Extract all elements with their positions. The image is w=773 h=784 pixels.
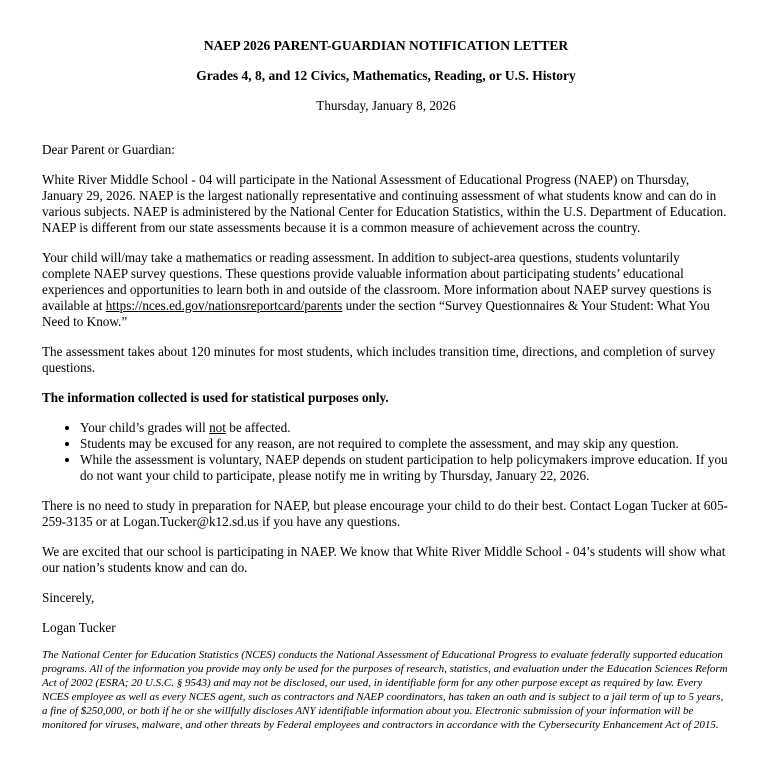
paragraph-excited: We are excited that our school is participating in NAEP. We know that White River Middle School - 04’s students will show what our nation’s students know and can do. bbox=[42, 544, 726, 575]
list-item bbox=[80, 420, 730, 436]
assurance-list bbox=[42, 420, 730, 484]
salutation: Dear Parent or Guardian: bbox=[42, 142, 175, 157]
signer-name: Logan Tucker bbox=[42, 620, 116, 635]
list-item: • While the assessment is voluntary, NAEP depends on student participation to help policymakers improve education. If you do not want your child to participate, please notify me in writing by Thursday, January 22, 2026. bbox=[80, 452, 730, 484]
letter-date: Thursday, January 8, 2026 bbox=[316, 98, 456, 113]
paragraph-duration: The assessment takes about 120 minutes for most students, which includes transition time, directions, and completion of survey questions. bbox=[42, 344, 716, 375]
letter-subtitle: Grades 4, 8, and 12 Civics, Mathematics, Reading, or U.S. History bbox=[196, 68, 576, 83]
paragraph-survey-text-b: under the section “Survey Questionnaires & Your Student: What You Need to Know.” bbox=[42, 298, 710, 329]
list-item-text-b: be affected. bbox=[225, 420, 291, 435]
nces-privacy-notice: The National Center for Education Statistics (NCES) conducts the National Assessment of Educational Progress to evaluate federally supported education programs. All of the information you provide may only be used for the purposes of research, statistics, and evaluation under the Education Sciences Reform Act of 2002 (ESRA; 20 U.S.C. § 9543) and may not be disclosed, our used, in identifiable form for any other purpose except as required by law. Every NCES employee as well as every NCES agent, such as contractors and NAEP coordinators, has taken an oath and is subject to a jail term of up to 5 years, a fine of $250,000, or both if he or she willfully discloses ANY identifiable information about you. Electronic submission of your information will be monitored for viruses, malware, and other threats by Federal employees and contractors in accordance with the Cybersecurity Enhancement Act of 2015. bbox=[42, 649, 728, 731]
parents-info-link[interactable]: https://nces.ed.gov/nationsreportcard/parents bbox=[105, 298, 343, 313]
paragraph-participation: White River Middle School - 04 will participate in the National Assessment of Educational Progress (NAEP) on Thursday, January 29, 2026. NAEP is the largest nationally representative and continuing assessment of what students know and can do in various subjects. NAEP is administered by the National Center for Education Statistics, within the U.S. Department of Education. NAEP is different from our state assessments because it is a common measure of achievement across the country. bbox=[42, 172, 727, 235]
closing: Sincerely, bbox=[42, 590, 95, 605]
list-item-text-a: Your child’s grades will bbox=[80, 420, 210, 435]
list-item: • Students may be excused for any reason, are not required to complete the assessment, and may skip any question. bbox=[80, 436, 730, 452]
statistical-purpose-statement: The information collected is used for statistical purposes only. bbox=[42, 390, 389, 405]
paragraph-survey-text-a: Your child will/may take a mathematics or reading assessment. In addition to subject-area questions, students voluntarily complete NAEP survey questions. These questions provide valuable information about participating students’ educational experiences and opportunities to learn both in and outside of the classroom. More information about NAEP survey questions is available at bbox=[42, 250, 712, 313]
list-item-emphasis: not bbox=[209, 420, 226, 435]
letter-title: NAEP 2026 PARENT-GUARDIAN NOTIFICATION LETTER bbox=[203, 38, 569, 53]
paragraph-contact: There is no need to study in preparation for NAEP, but please encourage your child to do their best. Contact Logan Tucker at 605-259-3135 or at Logan.Tucker@k12.sd.us if you have any questions. bbox=[42, 498, 728, 529]
paragraph-survey bbox=[42, 250, 730, 330]
